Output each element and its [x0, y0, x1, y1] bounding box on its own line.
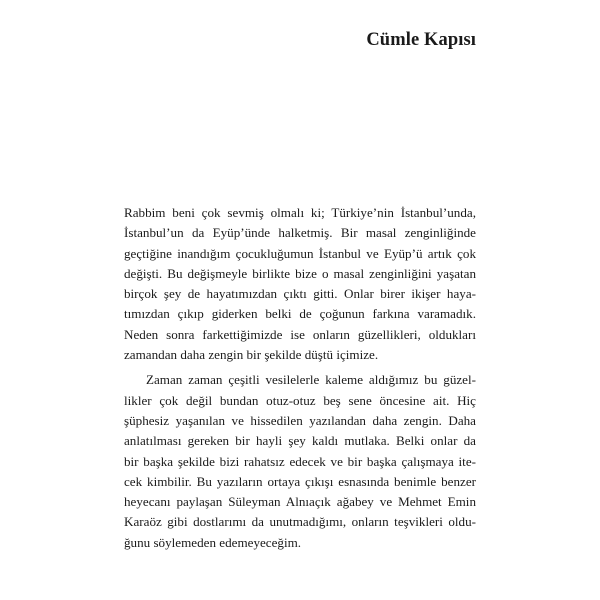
paragraph-1: [124, 203, 476, 365]
text-line: zamandan daha zengin bir şekilde düştü içimize.: [124, 347, 379, 363]
text-line: geçtiğine inandığım çocukluğumun İstanbul ve Eyüp’ü artık çok: [124, 245, 476, 261]
body-text: [124, 203, 476, 553]
paragraph-2: [124, 370, 476, 553]
text-line: anlatılması gereken bir hayli şey kaldı mutlaka. Belki onlar da: [124, 433, 476, 449]
text-line: bir başka şekilde bizi rahatsız edecek ve bir başka çalışmaya ite-: [124, 453, 476, 469]
text-line: Zaman zaman çeşitli vesilelerle kaleme aldığımız bu güzel-: [146, 372, 476, 388]
text-line: ğunu söylemeden edemeyeceğim.: [124, 534, 302, 550]
text-line: cek kimbilir. Bu yazıların ortaya çıkışı esnasında benimle benzer: [124, 473, 476, 489]
chapter-title: Cümle Kapısı: [366, 30, 476, 50]
text-line: likler çok değil bundan otuz-otuz beş sene öncesine ait. Hiç: [124, 392, 476, 408]
text-line: değişti. Bu değişmeyle birlikte bize o masal zenginliğini yaşatan: [124, 265, 476, 281]
text-line: heyecanı paylaşan Süleyman Alnıaçık ağabey ve Mehmet Emin: [124, 494, 476, 510]
text-line: şüphesiz yaşanılan ve hissedilen yazılandan daha zengin. Daha: [124, 412, 476, 428]
text-line: Rabbim beni çok sevmiş olmalı ki; Türkiye’nin İstanbul’unda,: [124, 205, 476, 220]
text-line: tımızdan çıkıp giderken belki de çoğunun farkına varamadık.: [124, 306, 476, 322]
text-line: İstanbul’un da Eyüp’ünde halketmiş. Bir masal zenginliğinde: [124, 225, 476, 241]
text-line: Karaöz gibi dostlarımı da unutmadığımı, onların teşvikleri oldu-: [124, 514, 476, 530]
text-line: birçok şey de hayatımızdan çıktı gitti. Onlar birer ikişer haya-: [124, 286, 476, 302]
text-line: Neden sonra farkettiğimizde ise onların güzellikleri, oldukları: [124, 326, 476, 342]
